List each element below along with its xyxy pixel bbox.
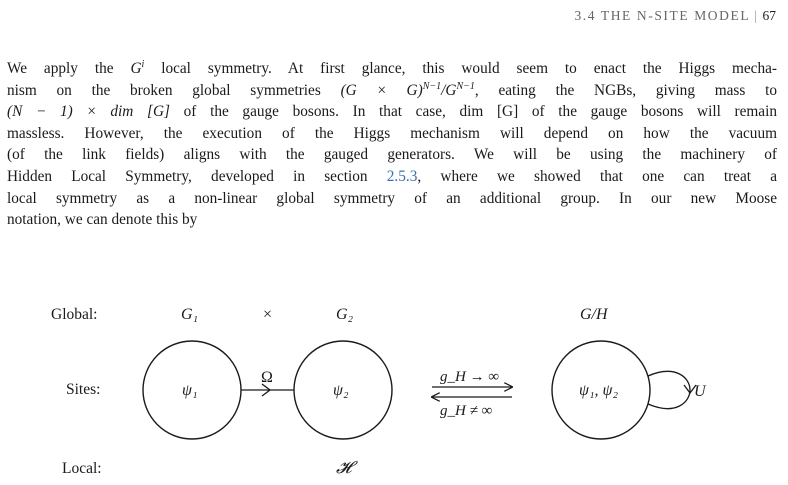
global-times-symbol: × — [263, 306, 273, 323]
row-label-sites: Sites: — [66, 381, 101, 398]
math-symbol: G — [130, 60, 142, 77]
text-segment: Hidden Local Symmetry, developed in section — [7, 167, 387, 185]
math-superscript: N−1 — [422, 80, 442, 92]
text-segment: We apply the — [7, 60, 131, 77]
site-psi12-label: ψ₁, ψ₂ — [579, 382, 618, 399]
paragraph-line-8: notation, we can denote this by — [7, 211, 198, 229]
paragraph-line-6 — [7, 166, 777, 188]
text-segment: , where we showed that one can treat a — [417, 167, 778, 185]
text-segment: nism on the broken global symmetries — [7, 81, 341, 99]
paragraph-line-1 — [7, 58, 777, 80]
site-psi1-label: ψ₁ — [182, 382, 198, 399]
paragraph-line-7: local symmetry as a non-linear global symmetry of an additional group. In our new Moose — [7, 189, 777, 207]
text-segment: of the gauge bosons. In that case, dim [G] of the gauge bosons will remain — [169, 103, 777, 121]
section-title: 3.4 THE N-SITE MODEL — [574, 8, 751, 23]
section-reference-link[interactable]: 2.5.3 — [386, 167, 418, 185]
body-paragraph — [7, 58, 777, 231]
math-superscript: i — [141, 58, 145, 70]
global-group-g1: G₁ — [181, 306, 199, 323]
arrow-label-bottom: g_H ≠ ∞ — [440, 403, 493, 419]
moose-diagram — [0, 290, 788, 481]
self-link-loop — [648, 371, 690, 408]
global-group-g2: G₂ — [336, 306, 354, 323]
local-hidden-group: 𝓗 — [336, 458, 352, 477]
math-expression: /G — [441, 81, 457, 99]
row-label-local: Local: — [62, 460, 102, 477]
header-separator: | — [754, 8, 759, 23]
paragraph-line-4: massless. However, the execution of the Higgs mechanism will depend on how the vacuum — [7, 124, 777, 142]
site-psi2-label: ψ₂ — [333, 382, 349, 399]
link-field-omega: Ω — [261, 369, 273, 386]
paragraph-line-3 — [7, 101, 777, 123]
text-segment: , eating the NGBs, giving mass to — [474, 81, 777, 99]
math-expression: (G × G) — [340, 81, 423, 99]
running-header — [574, 8, 776, 24]
arrow-label-top: g_H → ∞ — [440, 369, 500, 385]
page-number: 67 — [762, 8, 776, 23]
row-label-global: Global: — [51, 306, 98, 323]
paragraph-line-2 — [7, 80, 777, 102]
math-expression: (N − 1) × dim [G] — [7, 103, 170, 121]
global-coset-gh: G/H — [580, 306, 608, 323]
moose-diagram-svg — [0, 290, 788, 481]
self-link-label: U — [694, 383, 706, 400]
text-segment: local symmetry. At first glance, this would seem to enact the Higgs mecha- — [144, 60, 777, 77]
math-superscript: N−1 — [456, 80, 475, 92]
paragraph-line-5: (of the link fields) aligns with the gauged generators. We will be using the machinery of — [7, 146, 777, 164]
